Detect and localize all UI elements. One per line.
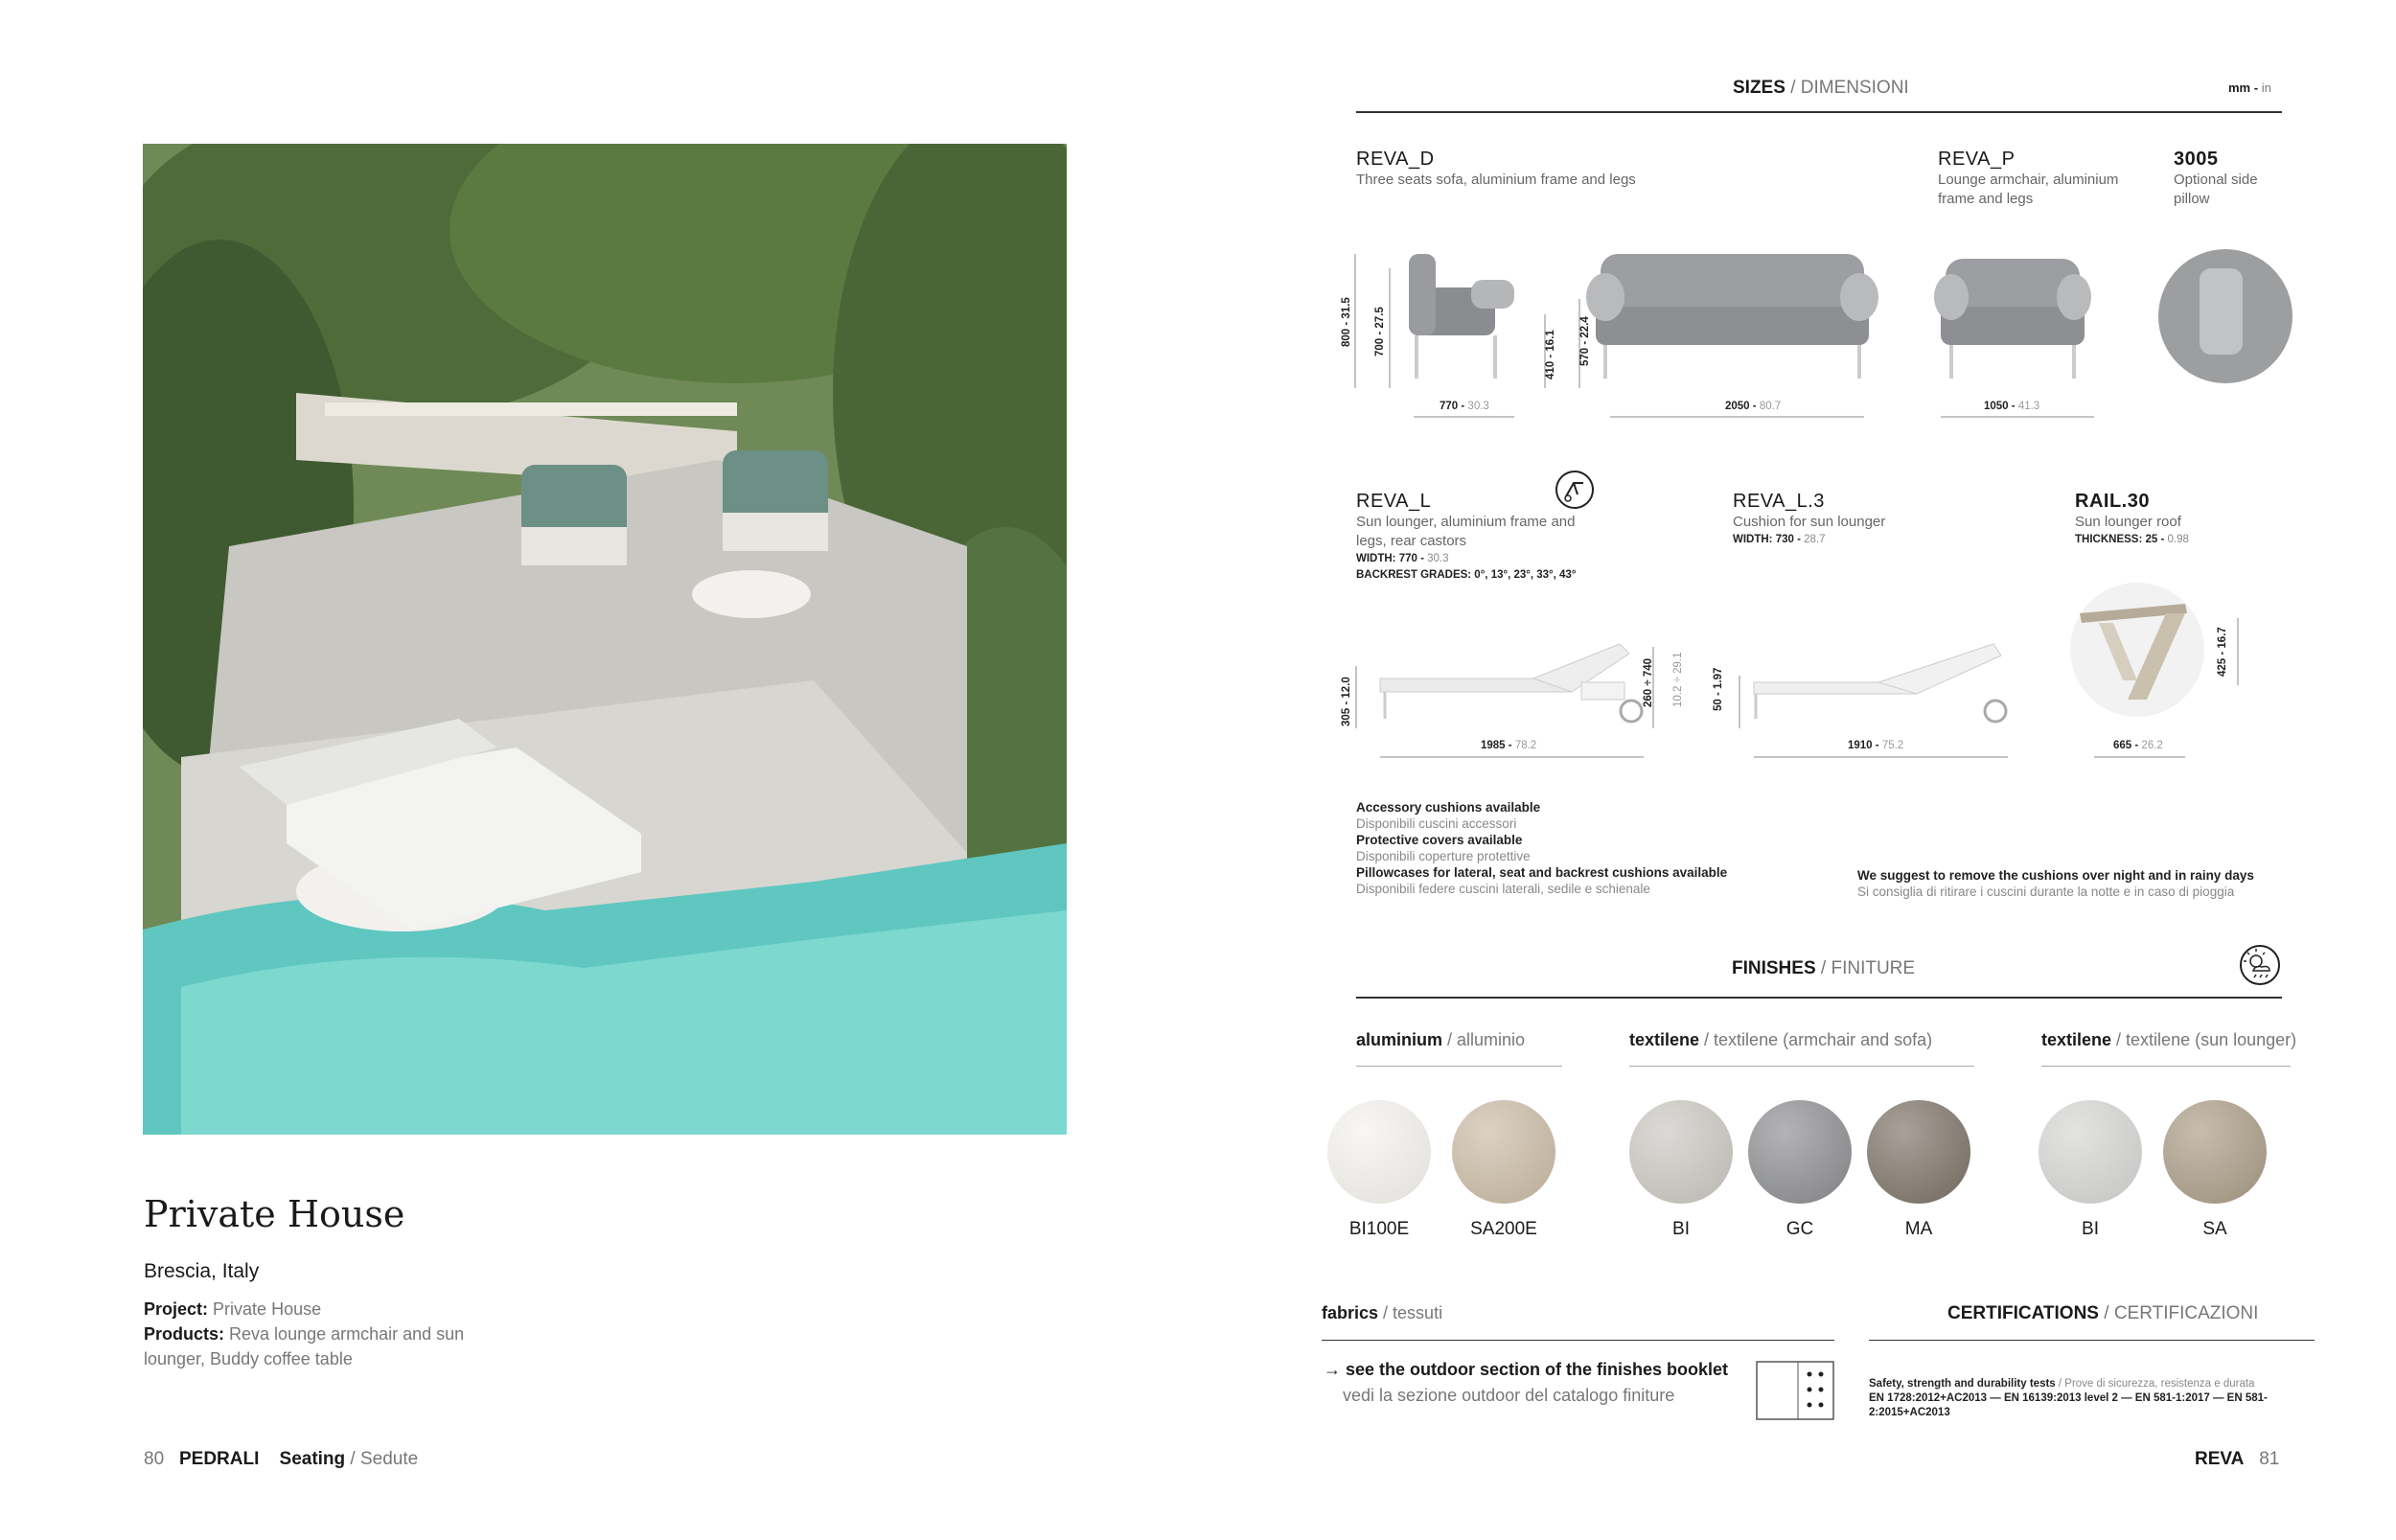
- dim-1050-mm: 1050 -: [1984, 401, 2016, 412]
- row1-drawings: [1342, 211, 2300, 422]
- cushion-lounger-view: [1754, 644, 2006, 722]
- finishes-title-it: / FINITURE: [1820, 958, 1916, 978]
- group-2-name-it: / textilene (sun lounger): [2116, 1030, 2297, 1049]
- cert-rule: [1869, 1340, 2315, 1341]
- sizes-header: [1733, 78, 1909, 99]
- side-pillow-view: [2158, 249, 2292, 383]
- group-1-name-it: / textilene (armchair and sofa): [1704, 1030, 1933, 1049]
- cert-title: CERTIFICATIONS: [1947, 1303, 2099, 1323]
- accessory-3: Pillowcases for lateral, seat and backrest cushions available: [1356, 865, 1728, 880]
- sizes-title: SIZES: [1733, 78, 1785, 98]
- swatch-ma: [1867, 1100, 1970, 1204]
- swatch-label-bi-lounger: BI: [2082, 1219, 2099, 1239]
- reva-l-name: REVA_L: [1356, 491, 1432, 512]
- dim-2050-mm: 2050 -: [1725, 401, 1757, 412]
- finish-group-textilene-sofa: [1629, 1030, 1932, 1050]
- dim-770-mm: 770 -: [1440, 401, 1465, 412]
- fabrics-rule: [1322, 1340, 1834, 1341]
- hero-photo: [143, 144, 1067, 1135]
- cert-title-it: / CERTIFICAZIONI: [2104, 1303, 2259, 1323]
- armchair-side-view: [1409, 254, 1514, 379]
- finishes-rule: [1356, 997, 2282, 999]
- reva-p-block: [1938, 149, 2149, 209]
- swatch-label-sa200e: SA200E: [1470, 1219, 1537, 1239]
- reva-l-backrest: BACKREST GRADES: 0°, 13°, 23°, 33°, 43°: [1356, 569, 1577, 581]
- reva-l3-width-in: 28.7: [1804, 534, 1826, 545]
- reva-p-name: REVA_P: [1938, 149, 2016, 170]
- rail30-thick-label: THICKNESS: 25 -: [2075, 534, 2165, 545]
- dim-2050-in: 80.7: [1759, 401, 1782, 412]
- fabrics-header: [1322, 1303, 1442, 1323]
- rail30-thick-in: 0.98: [2167, 534, 2189, 545]
- swatch-label-ma: MA: [1904, 1219, 1933, 1239]
- dim-800: 800 - 31.5: [1341, 297, 1352, 347]
- swatch-sa200e: [1452, 1100, 1555, 1204]
- project-value: Private House: [213, 1299, 322, 1319]
- right-folio-number: 81: [2259, 1449, 2280, 1469]
- cert-standards: EN 1728:2012+AC2013 — EN 16139:2013 level 2 — EN 581-1:2017 — EN 581-2:2015+AC2013: [1869, 1392, 2268, 1418]
- folio-product: REVA: [2195, 1449, 2245, 1469]
- cert-details: [1869, 1377, 2300, 1420]
- units-sep: -: [2253, 80, 2259, 95]
- dim-10-2: 10.2 ÷ 29.1: [1672, 652, 1684, 707]
- fabrics-link[interactable]: [1324, 1357, 1728, 1409]
- accessory-2-it: Disponibili coperture protettive: [1356, 849, 1531, 863]
- swatch-label-bi100e: BI100E: [1348, 1219, 1410, 1239]
- rail30-desc: Sun lounger roof: [2075, 514, 2181, 530]
- sizes-title-it: / DIMENSIONI: [1790, 78, 1909, 98]
- cert-label-it: / Prove di sicurezza, resistenza e durata: [2058, 1378, 2255, 1390]
- group-1-name: textilene: [1629, 1030, 1700, 1049]
- dim-1910-mm: 1910 -: [1848, 740, 1879, 751]
- swatch-gc: [1748, 1100, 1852, 1204]
- dim-770-in: 30.3: [1467, 401, 1489, 412]
- products-label: Products:: [144, 1324, 225, 1344]
- booklet-icon: [1756, 1361, 1834, 1420]
- accessory-2: Protective covers available: [1356, 833, 1523, 847]
- p3005-desc: Optional side pillow: [2174, 172, 2258, 207]
- dim-50: 50 - 1.97: [1713, 667, 1724, 711]
- reva-l-width: [1356, 551, 1605, 567]
- dim-700: 700 - 27.5: [1374, 307, 1386, 356]
- group-0-rule: [1356, 1066, 1562, 1067]
- dim-1985-in: 78.2: [1514, 740, 1537, 751]
- accessory-1: Accessory cushions available: [1356, 800, 1541, 815]
- group-1-rule: [1629, 1066, 1974, 1067]
- sofa-front-view: [1586, 254, 1878, 379]
- dim-425: 425 - 16.7: [2217, 627, 2228, 677]
- project-label: Project:: [144, 1299, 209, 1319]
- section-it: / Sedute: [350, 1449, 419, 1469]
- accessory-1-it: Disponibili cuscini accessori: [1356, 816, 1517, 831]
- reva-l3-width: [1733, 532, 1944, 548]
- page-title: Private House: [144, 1193, 405, 1235]
- finish-group-aluminium: [1356, 1030, 1525, 1050]
- fabrics-link-text-it: vedi la sezione outdoor del catalogo finiture: [1343, 1386, 1675, 1405]
- location: Brescia, Italy: [144, 1260, 260, 1282]
- swatch-bi-lounger: [2039, 1100, 2142, 1204]
- reva-d-name: REVA_D: [1356, 149, 1435, 170]
- group-0-name-it: / alluminio: [1447, 1030, 1526, 1049]
- rail30-block: [2075, 491, 2267, 548]
- advice-text-it: Si consiglia di ritirare i cuscini durante la notte e in caso di pioggia: [1857, 885, 2235, 899]
- dim-1910: [1848, 740, 1903, 751]
- dim-1910-in: 75.2: [1881, 740, 1904, 751]
- dim-260: 260 ÷ 740: [1643, 657, 1654, 707]
- dim-570: 570 - 22.4: [1579, 316, 1591, 366]
- dim-410: 410 - 16.1: [1545, 330, 1556, 379]
- reva-l-width-in: 30.3: [1427, 553, 1449, 564]
- fabrics-title-it: / tessuti: [1383, 1303, 1443, 1322]
- finishes-title: FINISHES: [1732, 958, 1816, 978]
- swatch-bi100e: [1327, 1100, 1431, 1204]
- dim-1050-in: 41.3: [2017, 401, 2040, 412]
- cushion-advice: [1857, 867, 2317, 900]
- section-name: Seating: [279, 1449, 346, 1469]
- project-info: [144, 1297, 489, 1371]
- p3005-name: 3005: [2174, 149, 2219, 170]
- products-value: Reva lounge armchair and sun lounger, Buddy coffee table: [144, 1324, 465, 1368]
- row2-drawings: [1342, 575, 2300, 767]
- units-label: [2228, 80, 2271, 95]
- dim-2050: [1725, 401, 1781, 412]
- sizes-rule: [1356, 111, 2282, 113]
- cert-label: Safety, strength and durability tests: [1869, 1378, 2056, 1390]
- reva-d-block: [1356, 149, 1636, 190]
- sun-lounger-view: [1380, 644, 1642, 722]
- certifications-header: [1947, 1303, 2258, 1324]
- rail30-thickness: [2075, 532, 2267, 548]
- weather-icon: [2239, 944, 2281, 986]
- armchair-front-view: [1934, 259, 2091, 379]
- roof-view: [2070, 583, 2204, 717]
- brand-name: PEDRALI: [178, 1449, 260, 1469]
- dim-1985: [1481, 740, 1536, 751]
- fabrics-title: fabrics: [1322, 1303, 1379, 1322]
- dim-770: [1440, 401, 1489, 412]
- units-in: in: [2261, 80, 2271, 95]
- swatch-sa: [2163, 1100, 2267, 1204]
- castors-icon: [1555, 470, 1595, 510]
- fabrics-link-text[interactable]: → see the outdoor section of the finishes booklet: [1324, 1360, 1729, 1379]
- left-folio: [144, 1449, 418, 1470]
- p3005-block: [2174, 149, 2260, 209]
- accessories-list: [1356, 799, 1893, 897]
- dim-665-mm: 665 -: [2113, 740, 2139, 751]
- swatch-label-sa: SA: [2202, 1219, 2227, 1239]
- group-2-rule: [2041, 1066, 2291, 1067]
- group-2-name: textilene: [2041, 1030, 2112, 1049]
- dim-665-in: 26.2: [2141, 740, 2163, 751]
- reva-d-desc: Three seats sofa, aluminium frame and legs: [1356, 172, 1636, 188]
- reva-l-desc: Sun lounger, aluminium frame and legs, rear castors: [1356, 514, 1576, 549]
- accessory-3-it: Disponibili federe cuscini laterali, sedile e schienale: [1356, 882, 1650, 896]
- right-folio: [2195, 1449, 2279, 1470]
- folio-number: 80: [144, 1449, 165, 1469]
- dim-305: 305 - 12.0: [1341, 677, 1352, 726]
- dim-665: [2113, 740, 2163, 751]
- reva-l3-block: [1733, 491, 1944, 548]
- swatch-label-bi-sofa: BI: [1672, 1219, 1690, 1239]
- dim-1050: [1984, 401, 2039, 412]
- units-mm: mm: [2228, 80, 2251, 95]
- reva-l-width-label: WIDTH: 770 -: [1356, 553, 1424, 564]
- reva-p-desc: Lounge armchair, aluminium frame and legs: [1938, 172, 2119, 207]
- group-0-name: aluminium: [1356, 1030, 1443, 1049]
- finish-group-textilene-lounger: [2041, 1030, 2296, 1050]
- reva-l3-width-label: WIDTH: 730 -: [1733, 534, 1801, 545]
- rail30-name: RAIL.30: [2075, 491, 2150, 512]
- reva-l3-desc: Cushion for sun lounger: [1733, 514, 1886, 530]
- reva-l3-name: REVA_L.3: [1733, 491, 1825, 512]
- swatch-bi-sofa: [1629, 1100, 1733, 1204]
- advice-text: We suggest to remove the cushions over night and in rainy days: [1857, 868, 2254, 883]
- swatch-label-gc: GC: [1785, 1219, 1814, 1239]
- dim-1985-mm: 1985 -: [1481, 740, 1512, 751]
- finishes-header: [1732, 958, 1915, 979]
